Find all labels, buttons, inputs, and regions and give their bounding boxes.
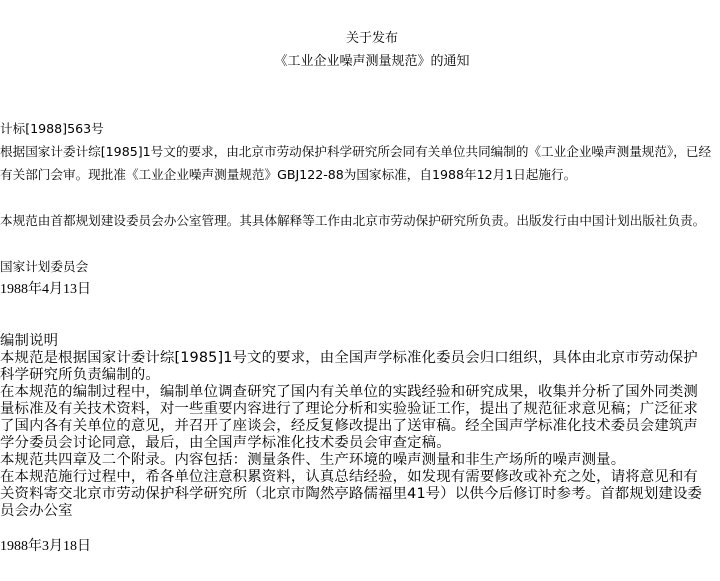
explanation-section: [0, 333, 710, 520]
notice-paragraph-2: [0, 209, 716, 232]
notice-paragraph-2-text: 本规范由首都规划建设委员会办公室管理。其具体解释等工作由北京市劳动保护研究所负责。出版发行由中国计划出版社负责。: [0, 213, 706, 228]
explanation-paragraph-3: 本规范共四章及二个附录。内容包括：测量条件、生产环境的噪声测量和非生产场所的噪声测量。: [0, 452, 626, 468]
explanation-paragraph-2: 在本规范的编制过程中，编制单位调查研究了国内有关单位的实践经验和研究成果，收集并分析了国外同类测量标准及有关技术资料，对一些重要内容进行了理论分析和实验验证工作，提出了规范征求意见稿；广泛征求了国内各有关单位的意见，并召开了座谈会，经反复修改提出了送审稿。经全国声学标准化技术委员会建筑声学分委员会讨论同意，最后，由全国声学标准化技术委员会审查定稿。: [0, 384, 698, 451]
notice-date: 1988年4月13日: [0, 282, 91, 297]
notice-issuer: 国家计划委员会: [0, 259, 89, 274]
notice-paragraph-1: [0, 140, 716, 186]
document-number: 计标[1988]563号: [0, 121, 104, 136]
explanation-paragraph-1: 本规范是根据国家计委计综[1985]1号文的要求，由全国声学标准化委员会归口组织，具体由北京市劳动保护科学研究所负责编制的。: [0, 350, 698, 383]
notice-paragraph-1-text: 根据国家计委计综[1985]1号文的要求，由北京市劳动保护科学研究所会同有关单位共同编制的《工业企业噪声测量规范》，已经有关部门会审。现批准《工业企业噪声测量规范》GBJ122-88为国家标准，自1988年12月1日起施行。: [0, 144, 712, 182]
notice-title-line2: 《工业企业噪声测量规范》的通知: [274, 54, 470, 69]
explanation-heading: 编制说明: [0, 333, 59, 349]
explanation-paragraph-4: 在本规范施行过程中，希各单位注意积累资料，认真总结经验，如发现有需要修改或补充之处，请将意见和有关资料寄交北京市劳动保护科学研究所（北京市陶然亭路儒福里41号）以供今后修订时参考。首都规划建设委员会办公室: [0, 469, 703, 519]
explanation-date: 1988年3月18日: [0, 539, 91, 554]
notice-title-line1: 关于发布: [345, 31, 398, 46]
